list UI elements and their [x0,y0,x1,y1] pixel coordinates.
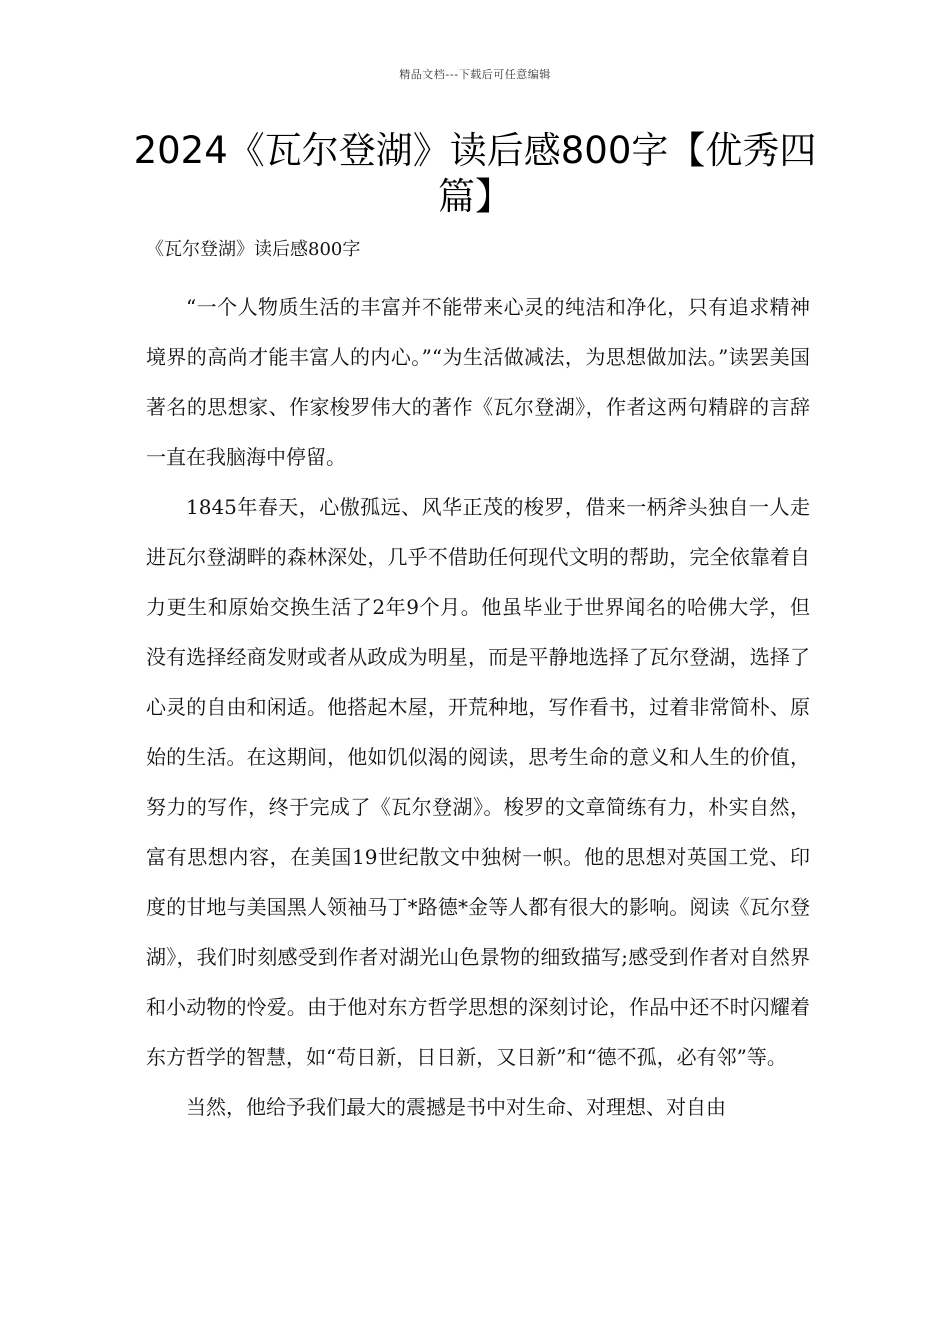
body-paragraph: “一个人物质生活的丰富并不能带来心灵的纯洁和净化，只有追求精神境界的高尚才能丰富人的内心。”“为生活做减法，为思想做加法。”读罢美国著名的思想家、作家梭罗伟大的著作《瓦尔登湖》，作者这两句精辟的言辞一直在我脑海中停留。 [146,295,810,469]
document-title: 2024《瓦尔登湖》读后感800字【优秀四篇】 [133,129,817,218]
section-subtitle: 《瓦尔登湖》读后感800字 [146,239,361,260]
body-paragraph: 当然，他给予我们最大的震撼是书中对生命、对理想、对自由 [186,1095,726,1119]
document-body [146,282,810,1132]
body-paragraph: 1845年春天，心傲孤远、风华正茂的梭罗，借来一柄斧头独自一人走进瓦尔登湖畔的森林深处，几乎不借助任何现代文明的帮助，完全依靠着自力更生和原始交换生活了2年9个月。他虽毕业于世界闻名的哈佛大学，但没有选择经商发财或者从政成为明星，而是平静地选择了瓦尔登湖，选择了心灵的自由和闲适。他搭起木屋，开荒种地，写作看书，过着非常简朴、原始的生活。在这期间，他如饥似渴的阅读，思考生命的意义和人生的价值，努力的写作，终于完成了《瓦尔登湖》。梭罗的文章简练有力，朴实自然，富有思想内容，在美国19世纪散文中独树一帜。他的思想对英国工党、印度的甘地与美国黑人领袖马丁*路德*金等人都有很大的影响。阅读《瓦尔登湖》，我们时刻感受到作者对湖光山色景物的细致描写;感受到作者对自然界和小动物的怜爱。由于他对东方哲学思想的深刻讨论，作品中还不时闪耀着东方哲学的智慧，如“苟日新，日日新，又日新”和“德不孤，必有邻”等。 [146,495,810,1069]
page-header-note: 精品文档---下载后可任意编辑 [399,68,551,81]
